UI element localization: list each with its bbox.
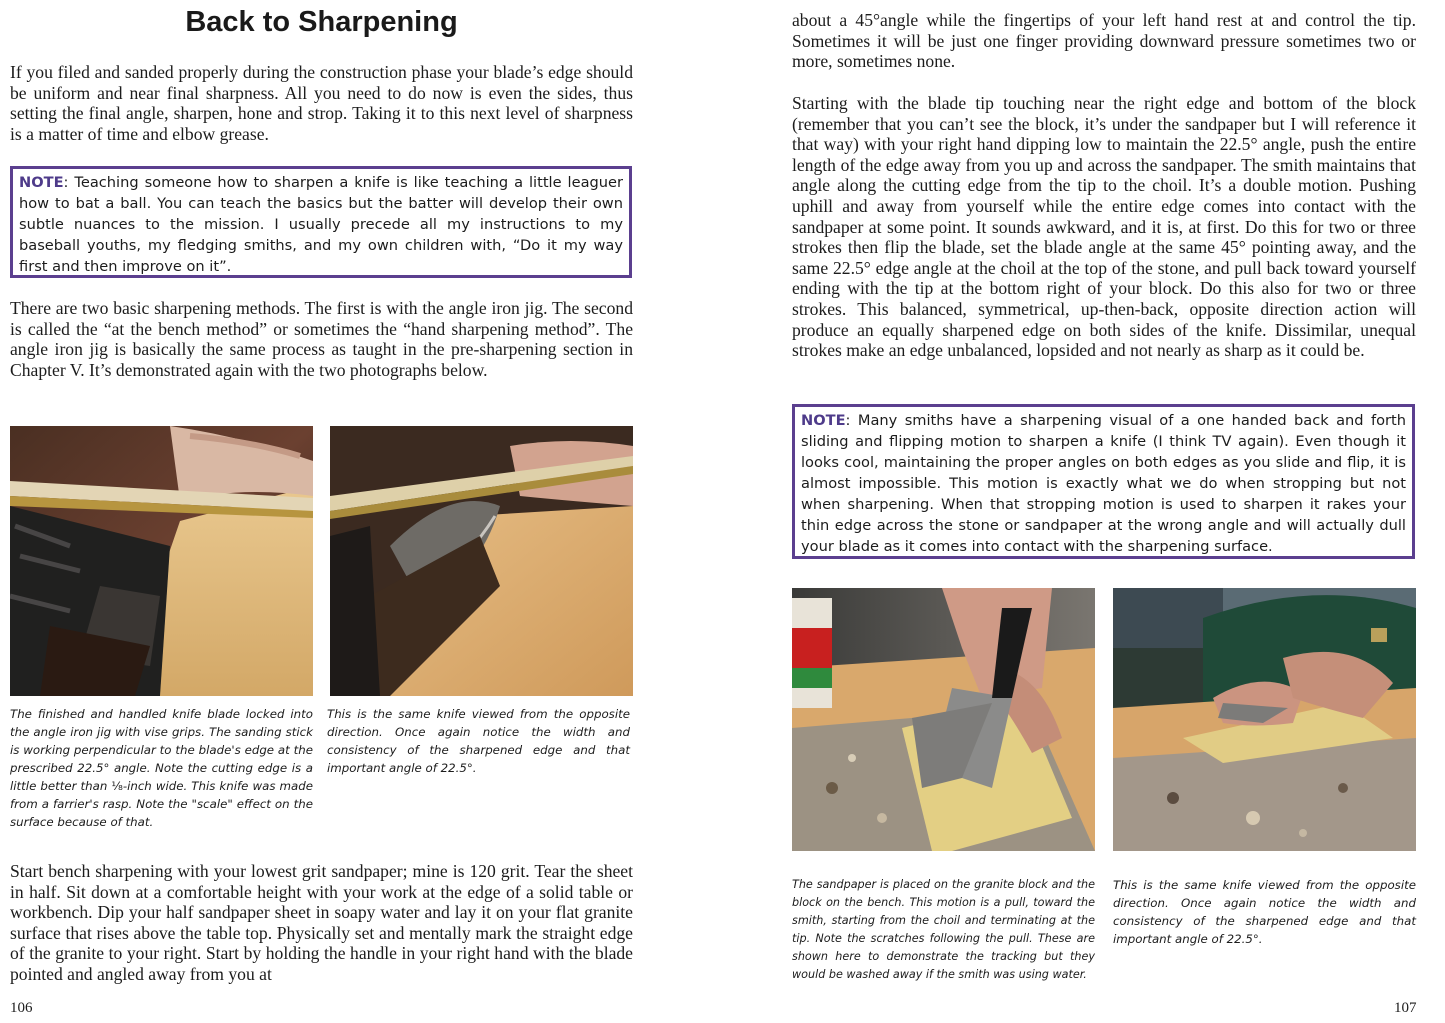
note-text: : Teaching someone how to sharpen a knife is like teaching a little leaguer how to bat a ball. You can teach the basics but the batter will develop their own subtle nuances to the mission. I usually precede all my instructions to my baseball youths, my fledging smiths, and my own children with, “Do it my way first and then improve on it”. (19, 174, 623, 275)
caption-jig-front-part1: The finished and handled knife blade locked into the angle iron jig with vise grips. The sanding stick is working perpendicular to the blade's edge at the prescribed 22.5° angle. Note the cutting edge is a little better than (10, 707, 313, 793)
caption-jig-front (10, 705, 313, 831)
page-number-right: 107 (1394, 1000, 1417, 1016)
caption-fraction: ⅛ (111, 779, 123, 793)
photo-jig-front (10, 426, 313, 696)
caption-jig-front-part2: -inch wide. This knife was made from a farrier's rasp. Note the "scale" effect on the surface because of that. (10, 779, 313, 829)
note-box-stropping (792, 404, 1415, 559)
note-box-teaching (10, 166, 632, 278)
intro-paragraph: If you filed and sanded properly during the construction phase your blade’s edge should be uniform and near final sharpness. All you need to do now is even the sides, thus setting the final angle, sharpen, hone and strop. Taking it to this next level of sharpness is a matter of time and elbow grease. (10, 62, 633, 144)
photo-granite-opposite (1113, 588, 1416, 851)
photo-jig-opposite (330, 426, 633, 696)
page-heading: Back to Sharpening (185, 6, 458, 38)
left-page (0, 0, 722, 1023)
note-text: : Many smiths have a sharpening visual of a one handed back and forth sliding and flipping motion to sharpen a knife (I think TV again). Even though it looks cool, maintaining the proper angles on both edges as you slide and flip, it is almost impossible. This motion is exactly what we do when stropping but not when sharpening. When that stropping motion is used to sharpen it rakes your thin edge across the stone or sandpaper at the wrong angle and will actually dull your blade as it comes into contact with the sharpening surface. (801, 412, 1406, 555)
right-page (722, 0, 1445, 1023)
note-label: NOTE (19, 174, 64, 191)
caption-granite-opposite: This is the same knife viewed from the opposite direction. Once again notice the width and consistency of the sharpened edge and that important angle of 22.5°. (1113, 878, 1416, 946)
note-label: NOTE (801, 412, 846, 429)
photo-granite-pull (792, 588, 1095, 851)
page-number-left: 106 (10, 1000, 33, 1016)
methods-paragraph: There are two basic sharpening methods. The first is with the angle iron jig. The second is called the “at the bench method” or sometimes the “hand sharpening method”. The angle iron jig is basically the same process as taught in the pre-sharpening section in Chapter V. It’s demonstrated again with the two photographs below. (10, 298, 633, 380)
caption-granite-pull: The sandpaper is placed on the granite block and the block on the bench. This motion is a pull, toward the smith, starting from the choil and terminating at the tip. Note the scratches following the pull. These are shown here to demonstrate the tracking but they would be washed away if the smith was using water. (792, 878, 1095, 981)
stroke-paragraph: Starting with the blade tip touching near the right edge and bottom of the block (remember that you can’t see the block, it’s under the sandpaper but I will reference it that way) with your right hand dipping low to maintain the 22.5° angle, push the entire length of the edge away from you up and across the sandpaper. The smith maintains that angle along the cutting edge from the tip to the choil. It’s a double motion. Pushing uphill and away from yourself while the entire edge comes into contact with the sandpaper at some point. It sounds awkward, and it is, at first. Do this for two or three strokes then flip the blade, set the blade angle at the same 45° pointing away, and the same 22.5° edge angle at the choil at the top of the stone, and pull back toward yourself ending with the tip at the bottom right of your block. Do this also for two or three strokes. This balanced, symmetrical, up-then-back, opposite direction action will produce an equally sharpened edge on both sides of the knife. Dissimilar, unequal strokes make an edge unbalanced, lopsided and not nearly as sharp as it could be. (792, 93, 1416, 361)
caption-jig-opposite: This is the same knife viewed from the opposite direction. Once again notice the width and consistency of the sharpened edge and that important angle of 22.5°. (327, 707, 630, 775)
bench-paragraph: Start bench sharpening with your lowest grit sandpaper; mine is 120 grit. Tear the sheet in half. Sit down at a comfortable height with your work at the edge of a solid table or workbench. Dip your half sandpaper sheet in soapy water and lay it on your flat granite surface that rises above the table top. Physically set and mentally mark the straight edge of the granite to your right. Start by holding the handle in your right hand with the blade pointed and angled away from you at (10, 861, 633, 984)
continuation-paragraph: about a 45°angle while the fingertips of your left hand rest at and control the tip. Sometimes it will be just one finger providing downward pressure sometimes two or more, sometimes none. (792, 10, 1416, 72)
